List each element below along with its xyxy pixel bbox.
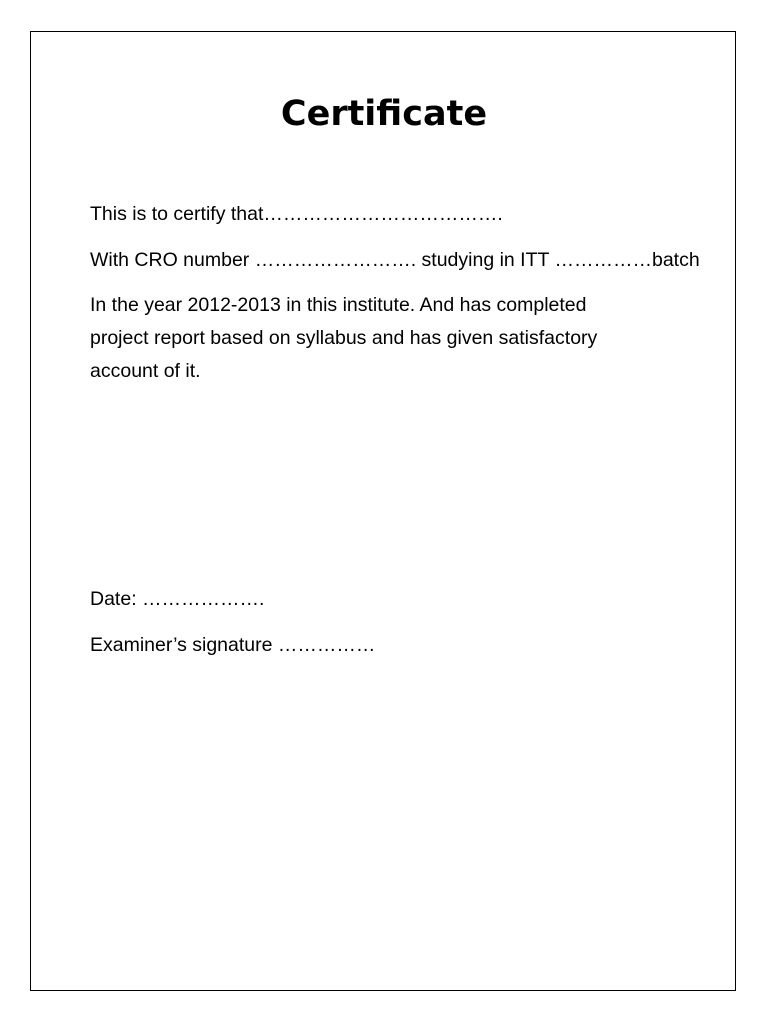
cro-number-line: With CRO number ……………………. studying in ITT ……………batch — [90, 249, 700, 271]
year-paragraph-line-2: project report based on syllabus and has given satisfactory — [90, 327, 598, 349]
page-border — [30, 31, 736, 991]
date-line: Date: ………………. — [90, 588, 265, 610]
examiner-signature-line: Examiner’s signature …………… — [90, 634, 376, 656]
certify-line: This is to certify that………………………………. — [90, 203, 503, 225]
year-paragraph-line-3: account of it. — [90, 360, 201, 382]
year-paragraph-line-1: In the year 2012-2013 in this institute. And has completed — [90, 294, 587, 316]
year-paragraph — [90, 289, 650, 388]
page-title: Certificate — [280, 94, 488, 134]
